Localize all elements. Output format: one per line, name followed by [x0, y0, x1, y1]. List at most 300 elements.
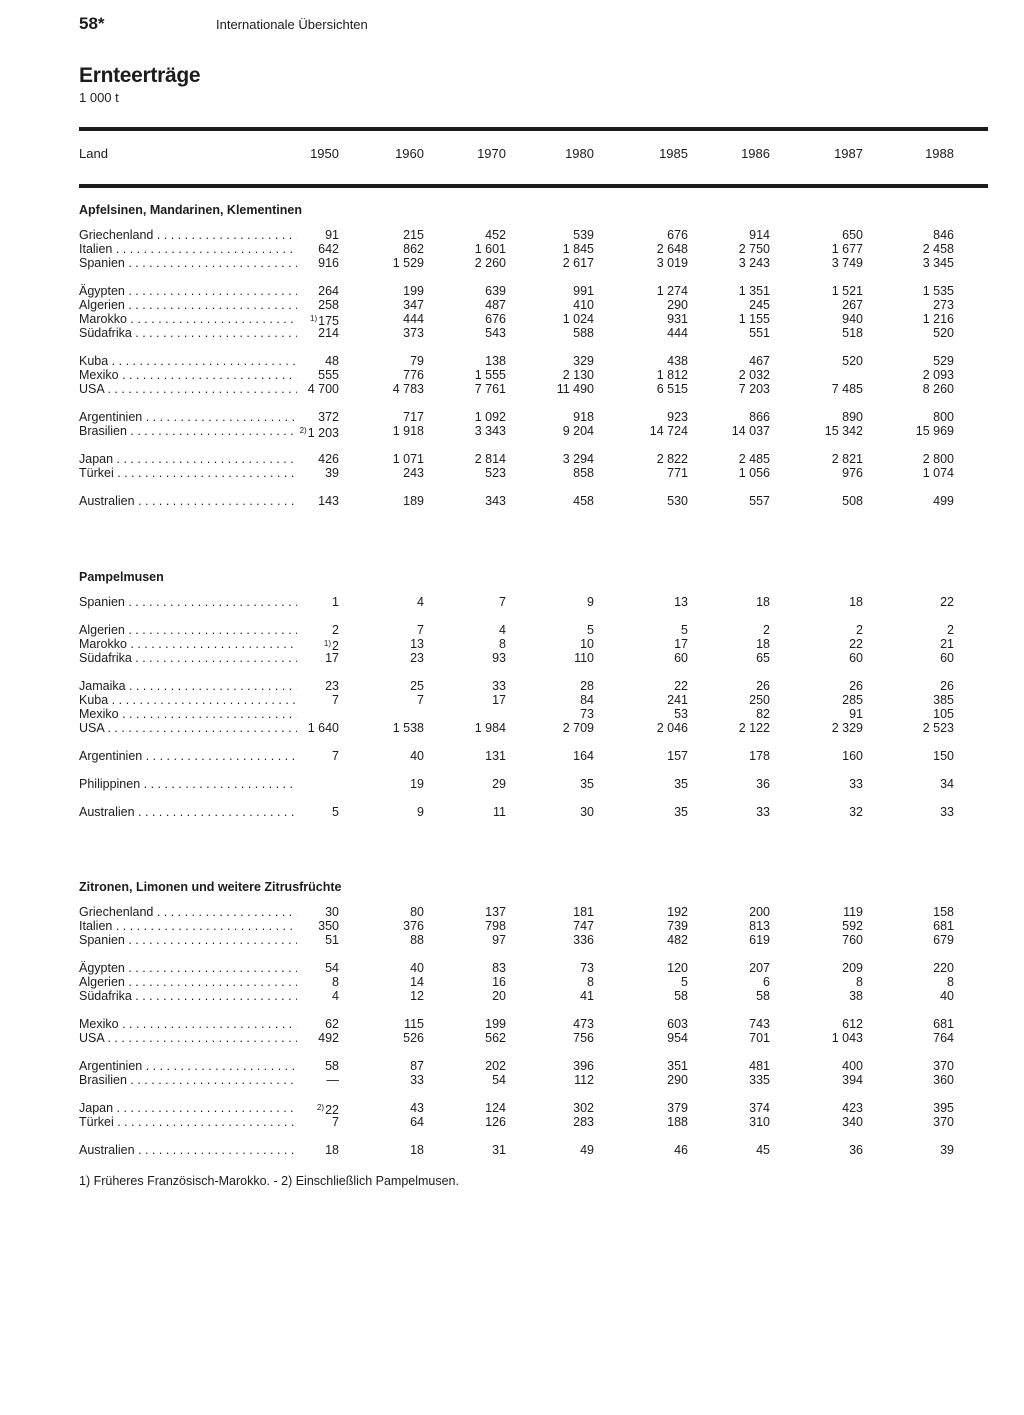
value-cell — [344, 1031, 424, 1045]
country-label: Argentinien . . . — [79, 410, 297, 424]
value-text: 530 — [667, 494, 688, 508]
value-text: 58 — [756, 989, 770, 1003]
value-text: 105 — [933, 707, 954, 721]
value-cell — [608, 228, 688, 242]
value-cell — [874, 410, 954, 424]
value-text: 17 — [492, 693, 506, 707]
value-cell — [426, 284, 506, 298]
value-cell — [259, 382, 339, 396]
country-label: Australien . . . — [79, 805, 297, 819]
value-text: 87 — [410, 1059, 424, 1073]
value-text: 22 — [325, 1103, 339, 1117]
value-cell — [783, 693, 863, 707]
value-cell — [259, 424, 339, 440]
country-label: Brasilien . . . — [79, 424, 297, 438]
table-row — [79, 595, 988, 609]
value-text: 7 — [417, 623, 424, 637]
value-cell — [514, 354, 594, 368]
value-text: 1 845 — [562, 242, 594, 256]
value-cell — [690, 651, 770, 665]
value-text: 26 — [940, 679, 954, 693]
value-cell — [690, 466, 770, 480]
value-cell — [344, 1073, 424, 1087]
value-text: 523 — [485, 466, 506, 480]
value-text: 394 — [842, 1073, 863, 1087]
value-cell — [514, 326, 594, 340]
value-cell — [783, 777, 863, 791]
value-cell — [783, 256, 863, 270]
value-text: 376 — [403, 919, 424, 933]
country-label: Brasilien . . . — [79, 1073, 297, 1087]
value-cell — [259, 749, 339, 763]
value-cell — [344, 354, 424, 368]
value-text: 62 — [325, 1017, 339, 1031]
value-text: 188 — [667, 1115, 688, 1129]
value-text: 264 — [318, 284, 339, 298]
value-cell — [783, 424, 863, 438]
table-row — [79, 312, 988, 326]
value-cell — [874, 452, 954, 466]
value-text: 739 — [667, 919, 688, 933]
value-text: 426 — [318, 452, 339, 466]
value-cell — [874, 961, 954, 975]
country-label: Türkei . . . — [79, 1115, 297, 1129]
value-text: 110 — [574, 651, 594, 665]
value-text: 8 — [499, 637, 506, 651]
value-cell — [426, 312, 506, 326]
value-text: 639 — [485, 284, 506, 298]
value-cell — [259, 961, 339, 975]
value-text: 592 — [842, 919, 863, 933]
value-cell — [608, 637, 688, 651]
value-text: 18 — [849, 595, 863, 609]
value-text: 6 — [763, 975, 770, 989]
value-text: 679 — [933, 933, 954, 947]
value-cell — [344, 721, 424, 735]
value-text: 126 — [485, 1115, 506, 1129]
value-text: 923 — [667, 410, 688, 424]
value-text: 97 — [492, 933, 506, 947]
value-text: 5 — [332, 805, 339, 819]
value-text: 53 — [674, 707, 688, 721]
value-cell — [608, 595, 688, 609]
value-text: 73 — [580, 961, 594, 975]
country-label: USA . . . — [79, 382, 297, 396]
table-row — [79, 494, 988, 508]
value-cell — [426, 494, 506, 508]
value-cell — [514, 637, 594, 651]
value-cell — [690, 905, 770, 919]
value-cell — [514, 919, 594, 933]
value-cell — [874, 1059, 954, 1073]
value-text: 473 — [573, 1017, 594, 1031]
value-cell — [608, 284, 688, 298]
value-cell — [259, 1115, 339, 1129]
value-text: 93 — [492, 651, 506, 665]
value-text: 214 — [318, 326, 339, 340]
table-row — [79, 679, 988, 693]
value-text: 2 093 — [922, 368, 954, 382]
value-text: 1 555 — [474, 368, 506, 382]
value-text: 15 969 — [915, 424, 954, 438]
value-cell — [344, 494, 424, 508]
value-text: 199 — [403, 284, 424, 298]
value-text: 160 — [842, 749, 863, 763]
value-text: 931 — [667, 312, 688, 326]
value-cell — [608, 382, 688, 396]
value-text: 33 — [940, 805, 954, 819]
value-text: 33 — [410, 1073, 424, 1087]
value-cell — [514, 693, 594, 707]
value-text: 1 535 — [922, 284, 954, 298]
table-row — [79, 707, 988, 721]
value-text: 3 343 — [474, 424, 506, 438]
value-text: 410 — [573, 298, 594, 312]
value-cell — [344, 242, 424, 256]
value-cell — [690, 595, 770, 609]
value-cell — [259, 354, 339, 368]
value-text: 33 — [756, 805, 770, 819]
value-cell — [874, 1073, 954, 1087]
value-cell — [690, 707, 770, 721]
value-cell — [608, 651, 688, 665]
value-text: 335 — [749, 1073, 770, 1087]
value-cell — [514, 312, 594, 326]
country-label: Spanien . . . — [79, 933, 297, 947]
value-cell — [426, 749, 506, 763]
value-text: 1 984 — [474, 721, 506, 735]
value-text: 215 — [403, 228, 424, 242]
value-cell — [259, 721, 339, 735]
value-cell — [259, 494, 339, 508]
value-cell — [608, 326, 688, 340]
value-text: 396 — [573, 1059, 594, 1073]
value-text: 18 — [325, 1143, 339, 1157]
value-cell — [344, 693, 424, 707]
value-text: 372 — [318, 410, 339, 424]
value-text: 2 821 — [831, 452, 863, 466]
value-cell — [514, 1017, 594, 1031]
value-cell — [426, 905, 506, 919]
value-text: 458 — [573, 494, 594, 508]
value-text: 1 155 — [738, 312, 770, 326]
value-text: 2 329 — [831, 721, 863, 735]
value-cell — [514, 228, 594, 242]
column-header-year: 1986 — [741, 146, 770, 161]
country-label: Mexiko . . . — [79, 1017, 297, 1031]
value-cell — [874, 805, 954, 819]
country-label: Mexiko . . . — [79, 707, 297, 721]
value-cell — [426, 679, 506, 693]
value-cell — [690, 989, 770, 1003]
value-text: 1 — [332, 595, 339, 609]
table-row — [79, 382, 988, 396]
value-text: 19 — [410, 777, 424, 791]
value-cell — [344, 805, 424, 819]
value-cell — [690, 749, 770, 763]
value-text: 84 — [580, 693, 594, 707]
value-cell — [783, 961, 863, 975]
country-label: Kuba . . . — [79, 693, 297, 707]
value-text: 400 — [842, 1059, 863, 1073]
value-text: 181 — [573, 905, 594, 919]
value-text: 2 — [332, 623, 339, 637]
value-cell — [608, 256, 688, 270]
value-text: 520 — [842, 354, 863, 368]
value-cell — [690, 1073, 770, 1087]
value-text: 11 — [493, 805, 506, 819]
value-cell — [690, 410, 770, 424]
value-text: 1 918 — [392, 424, 424, 438]
value-text: 17 — [325, 651, 339, 665]
value-text: 30 — [580, 805, 594, 819]
column-header-year: 1985 — [659, 146, 688, 161]
value-text: 35 — [674, 777, 688, 791]
value-text: 250 — [749, 693, 770, 707]
value-cell — [874, 1115, 954, 1129]
value-text: 189 — [403, 494, 424, 508]
value-cell — [783, 1101, 863, 1115]
value-text: 209 — [842, 961, 863, 975]
value-cell — [783, 1115, 863, 1129]
value-cell — [783, 242, 863, 256]
value-text: 241 — [667, 693, 688, 707]
value-cell — [690, 256, 770, 270]
value-text: 23 — [410, 651, 424, 665]
value-cell — [344, 1101, 424, 1115]
value-cell — [608, 905, 688, 919]
footnote: 1) Früheres Französisch-Marokko. - 2) Einschließlich Pampelmusen. — [79, 1174, 459, 1188]
value-text: 3 243 — [738, 256, 770, 270]
value-text: 290 — [667, 298, 688, 312]
value-cell — [514, 1115, 594, 1129]
value-text: 10 — [580, 637, 594, 651]
country-label: Spanien . . . — [79, 595, 297, 609]
value-text: 2 617 — [562, 256, 594, 270]
value-text: 7 485 — [831, 382, 863, 396]
value-text: 681 — [933, 919, 954, 933]
value-cell — [426, 919, 506, 933]
value-text: 1 601 — [474, 242, 506, 256]
value-text: 940 — [842, 312, 863, 326]
value-cell — [690, 312, 770, 326]
value-text: 1 071 — [392, 452, 424, 466]
value-text: 64 — [410, 1115, 424, 1129]
value-text: 273 — [933, 298, 954, 312]
value-cell — [783, 595, 863, 609]
value-cell — [426, 777, 506, 791]
country-label: Japan . . . — [79, 1101, 297, 1115]
value-cell — [514, 424, 594, 438]
value-cell — [426, 242, 506, 256]
value-text: 1 056 — [738, 466, 770, 480]
value-text: 26 — [756, 679, 770, 693]
value-cell — [783, 298, 863, 312]
value-text: 555 — [318, 368, 339, 382]
value-text: 45 — [756, 1143, 770, 1157]
value-cell — [344, 410, 424, 424]
value-text: 40 — [410, 749, 424, 763]
value-cell — [426, 1059, 506, 1073]
value-cell — [344, 933, 424, 947]
value-cell — [344, 595, 424, 609]
country-label: Griechenland . . . — [79, 228, 297, 242]
value-cell — [344, 382, 424, 396]
value-text: 36 — [756, 777, 770, 791]
value-text: 991 — [573, 284, 594, 298]
value-text: 35 — [674, 805, 688, 819]
value-text: 5 — [587, 623, 594, 637]
table-row — [79, 1059, 988, 1073]
value-cell — [690, 721, 770, 735]
value-text: 1 216 — [922, 312, 954, 326]
column-header-year: 1960 — [395, 146, 424, 161]
table-row — [79, 1031, 988, 1045]
value-text: 54 — [325, 961, 339, 975]
value-cell — [344, 1059, 424, 1073]
value-cell — [608, 1059, 688, 1073]
country-label: Jamaika . . . — [79, 679, 297, 693]
value-cell — [874, 1143, 954, 1157]
value-text: 243 — [403, 466, 424, 480]
value-cell — [426, 1031, 506, 1045]
country-label: Italien . . . — [79, 919, 297, 933]
table-row — [79, 466, 988, 480]
value-text: 25 — [410, 679, 424, 693]
value-cell — [344, 256, 424, 270]
value-cell — [783, 933, 863, 947]
value-text: 3 749 — [831, 256, 863, 270]
value-text: 7 203 — [738, 382, 770, 396]
value-cell — [874, 228, 954, 242]
value-cell — [874, 284, 954, 298]
value-text: 336 — [573, 933, 594, 947]
value-cell — [426, 1017, 506, 1031]
value-cell — [344, 298, 424, 312]
value-text: 115 — [404, 1017, 424, 1031]
value-text: 676 — [667, 228, 688, 242]
value-cell — [426, 452, 506, 466]
value-text: 1 677 — [831, 242, 863, 256]
value-cell — [426, 326, 506, 340]
value-cell — [344, 905, 424, 919]
value-cell — [514, 466, 594, 480]
value-text: 529 — [933, 354, 954, 368]
value-cell — [874, 749, 954, 763]
value-text: 385 — [933, 693, 954, 707]
value-cell — [426, 651, 506, 665]
country-label: Japan . . . — [79, 452, 297, 466]
value-cell — [783, 382, 863, 396]
value-text: 2 — [763, 623, 770, 637]
value-cell — [259, 298, 339, 312]
value-text: 798 — [485, 919, 506, 933]
value-text: 4 — [417, 595, 424, 609]
value-text: 2 485 — [738, 452, 770, 466]
value-cell — [344, 651, 424, 665]
table-row — [79, 354, 988, 368]
value-cell — [874, 933, 954, 947]
page-title: Ernteerträge — [79, 64, 201, 87]
value-cell — [426, 424, 506, 438]
value-text: 520 — [933, 326, 954, 340]
table-row — [79, 410, 988, 424]
value-text: 526 — [403, 1031, 424, 1045]
value-text: 285 — [842, 693, 863, 707]
table-row — [79, 424, 988, 438]
table-row — [79, 623, 988, 637]
value-cell — [514, 651, 594, 665]
value-cell — [608, 312, 688, 326]
value-text: 2 260 — [474, 256, 506, 270]
value-text: 175 — [318, 314, 339, 328]
value-text: 34 — [940, 777, 954, 791]
section-oranges — [79, 202, 988, 508]
value-text: 38 — [849, 989, 863, 1003]
table-row — [79, 919, 988, 933]
table-row — [79, 1101, 988, 1115]
table-row — [79, 961, 988, 975]
value-text: 258 — [318, 298, 339, 312]
unit-label: 1 000 t — [79, 90, 119, 105]
value-text: 13 — [674, 595, 688, 609]
value-text: 846 — [933, 228, 954, 242]
value-text: 23 — [325, 679, 339, 693]
value-text: 83 — [492, 961, 506, 975]
value-text: 8 — [856, 975, 863, 989]
value-cell — [344, 961, 424, 975]
value-text: 2 130 — [562, 368, 594, 382]
value-text: 890 — [842, 410, 863, 424]
value-text: 588 — [573, 326, 594, 340]
value-cell — [259, 410, 339, 424]
table-row — [79, 749, 988, 763]
value-text: 2 — [947, 623, 954, 637]
country-label: Argentinien . . . — [79, 1059, 297, 1073]
value-cell — [783, 1073, 863, 1087]
value-cell — [259, 228, 339, 242]
value-text: 2 — [856, 623, 863, 637]
value-cell — [690, 919, 770, 933]
value-cell — [608, 452, 688, 466]
value-cell — [608, 749, 688, 763]
value-cell — [259, 679, 339, 693]
value-cell — [514, 284, 594, 298]
value-text: 743 — [749, 1017, 770, 1031]
value-text: 916 — [318, 256, 339, 270]
table-row — [79, 1073, 988, 1087]
value-cell — [690, 284, 770, 298]
value-cell — [783, 749, 863, 763]
value-cell — [690, 1143, 770, 1157]
value-cell — [783, 905, 863, 919]
value-cell — [783, 312, 863, 326]
table-row — [79, 905, 988, 919]
value-text: 1 351 — [738, 284, 770, 298]
value-cell — [783, 326, 863, 340]
country-label: Kuba . . . — [79, 354, 297, 368]
value-text: 4 783 — [392, 382, 424, 396]
country-label: Ägypten . . . — [79, 961, 297, 975]
value-cell — [608, 623, 688, 637]
value-cell — [874, 919, 954, 933]
value-text: 202 — [485, 1059, 506, 1073]
value-text: 3 019 — [656, 256, 688, 270]
value-text: 862 — [403, 242, 424, 256]
value-cell — [783, 354, 863, 368]
value-cell — [426, 975, 506, 989]
value-cell — [259, 1073, 339, 1087]
